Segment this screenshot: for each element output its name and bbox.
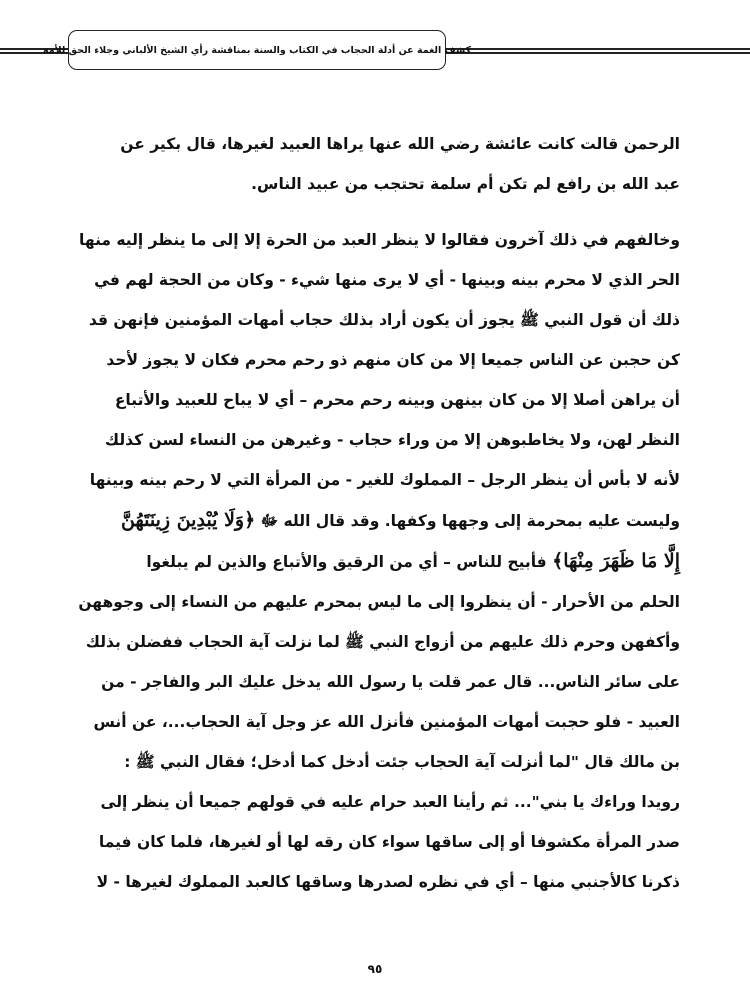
text-line: ذلك أن قول النبي ﷺ يجوز أن يكون أراد بذلك حجاب أمهات المؤمنين فإنهن قد: [88, 311, 680, 329]
text-line: الحلم من الأحرار - أن ينظروا إلى ما ليس بمحرم عليهم من النساء إلى وجوههن: [78, 593, 680, 611]
text-line: على سائر الناس... قال عمر قلت يا رسول الله يدخل عليك البر والفاجر - من: [101, 673, 680, 691]
text-line: رويدا وراءك يا بني"... ثم رأينا العبد حرام عليه في قولهم جميعا أن ينظر إلى: [100, 793, 680, 811]
text-line: الرحمن قالت كانت عائشة رضي الله عنها يراها العبيد لغيرها، قال بكير عن: [120, 135, 680, 153]
quran-verse: ﴿وَلَا يُبْدِينَ زِينَتَهُنَّ: [120, 509, 256, 531]
page-number: ٩٥: [367, 962, 383, 976]
text-line: لأنه لا بأس أن ينظر الرجل – المملوك للغير - من المرأة التي لا رحم بينه وبينها: [89, 471, 680, 489]
text-line: وأكفهن وحرم ذلك عليهم من أزواج النبي ﷺ لما نزلت آية الحجاب ففضلن بذلك: [85, 633, 680, 651]
page-body: [68, 124, 680, 902]
text-line: صدر المرأة مكشوفا أو إلى ساقها سواء كان رقه لها أو لغيرها، فلما كان فيما: [98, 833, 680, 851]
text-line: أن يراهن أصلا إلا من كان بينهن وبينه رحم محرم – أي لا يباح للعبيد والأتباع: [114, 391, 680, 409]
text-line-with-quran: [68, 541, 680, 582]
text-line-with-quran: [68, 500, 680, 541]
text-line: عبد الله بن رافع لم تكن أم سلمة تحتجب من عبيد الناس.: [251, 175, 680, 193]
text-line: كن حجبن عن الناس جميعا إلا من كان منهم ذو رحم محرم فكان لا يجوز لأحد: [106, 351, 680, 369]
text-line: النظر لهن، ولا يخاطبوهن إلا من وراء حجاب - وغيرهن من النساء لسن كذلك: [104, 431, 680, 449]
text-line: العبيد - فلو حجبت أمهات المؤمنين فأنزل الله عز وجل آية الحجاب...، عن أنس: [93, 713, 680, 731]
running-header: [42, 30, 472, 70]
quran-verse: إِلَّا مَا ظَهَرَ مِنْهَا﴾: [552, 550, 680, 572]
text-line: وخالفهم في ذلك آخرون فقالوا لا ينظر العبد من الحرة إلا إلى ما ينظر إليه منها: [79, 231, 680, 249]
text-fragment: فأبيح للناس – أي من الرقيق والأتباع والذين لم يبلغوا: [146, 553, 547, 571]
text-fragment: وليست عليه بمحرمة إلى وجهها وكفها. وقد قال الله ﷻ: [260, 512, 680, 530]
text-line: الحر الذي لا محرم بينه وبينها - أي لا يرى منها شيء - وكان من الحجة لهم في: [94, 271, 680, 289]
text-line: ذكرنا كالأجنبي منها – أي في نظره لصدرها وساقها كالعبد المملوك لغيرها - لا: [96, 873, 680, 891]
book-title: كشف الغمة عن أدلة الحجاب في الكتاب والسنة بمناقشة رأي الشيخ الألباني وجلاء الحق للأمة: [42, 44, 472, 56]
text-line: بن مالك قال "لما أنزلت آية الحجاب جئت أدخل كما أدخل؛ فقال النبي ﷺ :: [124, 753, 680, 771]
